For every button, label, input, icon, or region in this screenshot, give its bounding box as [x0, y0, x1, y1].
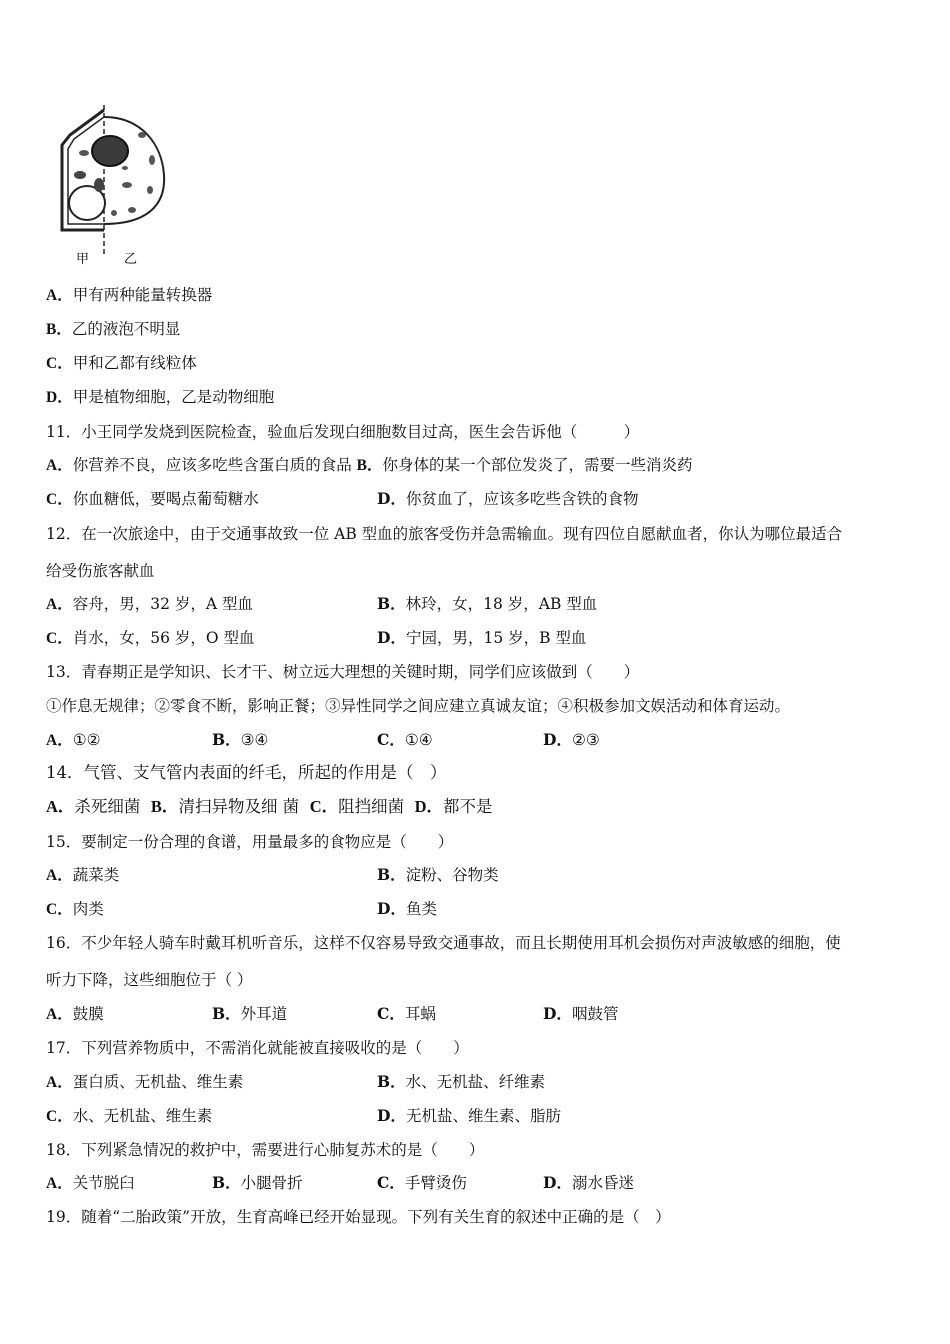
q11-stem: 11．小王同学发烧到医院检查，验血后发现白细胞数目过高，医生会告诉他（ ）: [46, 423, 640, 441]
q14-options: A．杀死细菌 B．清扫异物及细 菌 C．阻挡细菌 D．都不是: [46, 797, 493, 816]
q11-option-d: D．你贫血了，应该多吃些含铁的食物: [377, 489, 639, 508]
q16-stem-line2: 听力下降，这些细胞位于（ ）: [46, 971, 253, 989]
q18-option-b: B．小腿骨折: [212, 1173, 303, 1192]
q17-option-b: B．水、无机盐、纤维素: [377, 1072, 546, 1091]
figure-label-yi: 乙: [124, 252, 138, 267]
chloroplast: [74, 171, 86, 179]
q10-option-b: B．乙的液泡不明显: [46, 320, 181, 338]
q17-option-c: C．水、无机盐、维生素: [46, 1107, 213, 1125]
q16-option-b: B．外耳道: [212, 1004, 288, 1023]
q12-option-a: A．容舟，男，32 岁，A 型血: [46, 595, 253, 613]
q10-option-d: D．甲是植物细胞，乙是动物细胞: [46, 388, 275, 406]
q13-option-b: B．③④: [212, 730, 269, 749]
q16-stem-line1: 16．不少年轻人骑车时戴耳机听音乐，这样不仅容易导致交通事故，而且长期使用耳机会损伤对声波敏感的细胞，使: [46, 934, 841, 952]
q10-option-c: C．甲和乙都有线粒体: [46, 354, 197, 372]
q11-options-ab: A．你营养不良，应该多吃些含蛋白质的食品 B．你身体的某一个部位发炎了，需要一些消炎药: [46, 456, 693, 474]
chloroplast: [94, 178, 104, 192]
mitochondrion: [122, 166, 128, 170]
q17-stem: 17．下列营养物质中，不需消化就能被直接吸收的是（ ）: [46, 1039, 469, 1057]
q15-option-d: D．鱼类: [377, 899, 437, 918]
q13-stem: 13．青春期正是学知识、长才干、树立远大理想的关键时期，同学们应该做到（ ）: [46, 663, 640, 681]
q16-option-d: D．咽鼓管: [543, 1004, 619, 1023]
cell-diagram: [52, 105, 182, 275]
q15-stem: 15．要制定一份合理的食谱，用量最多的食物应是（ ）: [46, 833, 454, 851]
q13-option-a: A．①②: [46, 731, 101, 749]
q17-option-a: A．蛋白质、无机盐、维生素: [46, 1073, 244, 1091]
q13-option-d: D．②③: [543, 730, 600, 749]
mitochondrion: [138, 132, 146, 138]
q13-items: ①作息无规律；②零食不断，影响正餐；③异性同学之间应建立真诚友谊；④积极参加文娱活动和体育运动。: [46, 697, 791, 715]
q18-option-c: C．手臂烫伤: [377, 1173, 467, 1192]
q15-option-b: B．淀粉、谷物类: [377, 865, 499, 884]
q18-stem: 18．下列紧急情况的救护中，需要进行心肺复苏术的是（ ）: [46, 1141, 485, 1159]
q12-option-c: C．肖水，女，56 岁，O 型血: [46, 629, 255, 647]
q12-option-d: D．宁园，男，15 岁，B 型血: [377, 628, 587, 647]
q15-option-a: A．蔬菜类: [46, 866, 120, 884]
cell-diagram-svg: [52, 105, 182, 275]
q12-stem-line2: 给受伤旅客献血: [46, 562, 155, 580]
q11-option-c: C．你血糖低，要喝点葡萄糖水: [46, 490, 259, 508]
chloroplast: [79, 150, 89, 156]
q18-option-a: A．关节脱臼: [46, 1174, 135, 1192]
nucleus: [92, 136, 128, 166]
q10-option-a: A．甲有两种能量转换器: [46, 286, 213, 304]
q14-stem: 14．气管、支气管内表面的纤毛，所起的作用是（ ）: [46, 763, 447, 782]
q17-option-d: D．无机盐、维生素、脂肪: [377, 1106, 561, 1125]
mitochondrion: [147, 186, 153, 194]
q16-option-a: A．鼓膜: [46, 1005, 104, 1023]
q18-option-d: D．溺水昏迷: [543, 1173, 634, 1192]
q12-option-b: B．林玲，女，18 岁，AB 型血: [377, 594, 598, 613]
mitochondrion: [111, 210, 117, 216]
mitochondrion: [122, 182, 132, 188]
mitochondrion: [128, 207, 136, 213]
q15-option-c: C．肉类: [46, 900, 104, 918]
q16-option-c: C．耳蜗: [377, 1004, 436, 1023]
figure-label-jia: 甲: [76, 252, 90, 267]
q19-stem: 19．随着“二胎政策”开放，生育高峰已经开始显现。下列有关生育的叙述中正确的是（ ）: [46, 1208, 671, 1226]
mitochondrion: [149, 155, 155, 165]
q13-option-c: C．①④: [377, 730, 433, 749]
q12-stem-line1: 12．在一次旅途中，由于交通事故致一位 AB 型血的旅客受伤并急需输血。现有四位自愿献血者，你认为哪位最适合: [46, 525, 843, 543]
